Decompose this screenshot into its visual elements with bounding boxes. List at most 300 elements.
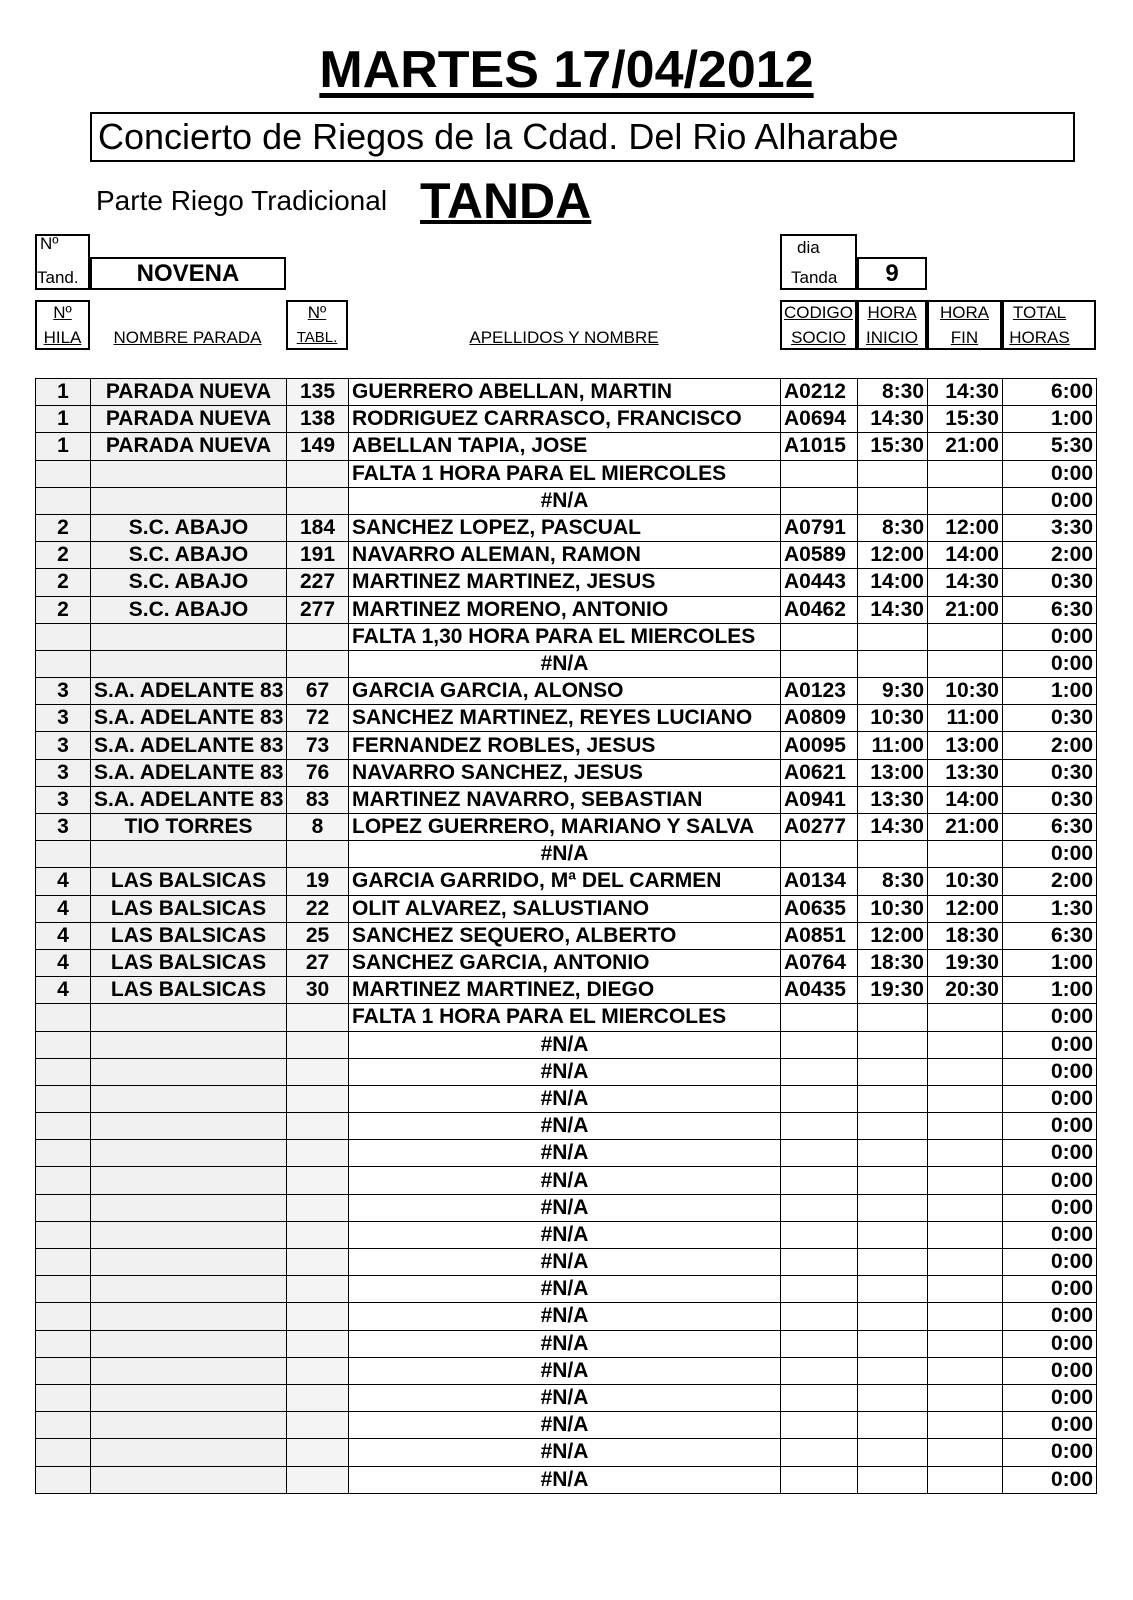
cell-parada [91, 1194, 287, 1221]
cell-parada [91, 1221, 287, 1248]
col-parada-header: NOMBRE PARADA [113, 328, 262, 347]
cell-nombre: GUERRERO ABELLAN, MARTIN [349, 379, 781, 406]
cell-hila: 2 [36, 569, 91, 596]
cell-tabl [287, 1085, 349, 1112]
cell-hila: 4 [36, 949, 91, 976]
cell-nombre: #N/A [349, 1303, 781, 1330]
cell-codigo [781, 1140, 858, 1167]
cell-fin: 12:00 [928, 895, 1003, 922]
tanda-heading: TANDA [420, 173, 592, 229]
cell-total: 1:30 [1003, 895, 1097, 922]
cell-inicio: 15:30 [858, 433, 928, 460]
cell-codigo: A0134 [781, 868, 858, 895]
table-row [36, 487, 1097, 514]
cell-parada [91, 1276, 287, 1303]
cell-nombre: FALTA 1,30 HORA PARA EL MIERCOLES [349, 623, 781, 650]
table-row [36, 623, 1097, 650]
cell-hila [36, 1031, 91, 1058]
cell-inicio: 14:30 [858, 596, 928, 623]
cell-nombre: FERNANDEZ ROBLES, JESUS [349, 732, 781, 759]
cell-nombre: SANCHEZ MARTINEZ, REYES LUCIANO [349, 705, 781, 732]
subtitle-box: Concierto de Riegos de la Cdad. Del Rio Alharabe [90, 112, 1075, 162]
cell-nombre: FALTA 1 HORA PARA EL MIERCOLES [349, 1004, 781, 1031]
cell-codigo [781, 1249, 858, 1276]
cell-hila: 2 [36, 514, 91, 541]
cell-codigo [781, 1412, 858, 1439]
cell-parada [91, 1357, 287, 1384]
cell-inicio [858, 1276, 928, 1303]
cell-codigo: A0851 [781, 922, 858, 949]
dia-value: 9 [857, 257, 927, 290]
cell-codigo [781, 1194, 858, 1221]
cell-fin [928, 1357, 1003, 1384]
cell-parada [91, 487, 287, 514]
cell-nombre: #N/A [349, 1276, 781, 1303]
cell-fin [928, 1004, 1003, 1031]
cell-tabl [287, 460, 349, 487]
cell-parada [91, 1412, 287, 1439]
cell-tabl: 73 [287, 732, 349, 759]
cell-parada [91, 1113, 287, 1140]
cell-nombre: MARTINEZ NAVARRO, SEBASTIAN [349, 786, 781, 813]
table-row [36, 650, 1097, 677]
table-row [36, 379, 1097, 406]
cell-tabl [287, 1439, 349, 1466]
cell-nombre: ABELLAN TAPIA, JOSE [349, 433, 781, 460]
cell-total: 0:00 [1003, 841, 1097, 868]
table-row [36, 1004, 1097, 1031]
cell-tabl [287, 1384, 349, 1411]
table-row [36, 1058, 1097, 1085]
cell-codigo [781, 1058, 858, 1085]
cell-fin: 13:30 [928, 759, 1003, 786]
cell-fin [928, 1412, 1003, 1439]
cell-total: 0:00 [1003, 1412, 1097, 1439]
cell-fin: 10:30 [928, 678, 1003, 705]
cell-parada: PARADA NUEVA [91, 379, 287, 406]
cell-total: 0:00 [1003, 1004, 1097, 1031]
cell-fin: 14:30 [928, 379, 1003, 406]
cell-parada [91, 1384, 287, 1411]
col-total-bottom: HORAS [1009, 328, 1070, 347]
cell-inicio [858, 1221, 928, 1248]
cell-fin: 14:30 [928, 569, 1003, 596]
cell-hila [36, 1167, 91, 1194]
cell-inicio: 10:30 [858, 895, 928, 922]
cell-tabl: 19 [287, 868, 349, 895]
table-row [36, 732, 1097, 759]
cell-tabl: 227 [287, 569, 349, 596]
cell-hila [36, 460, 91, 487]
cell-inicio [858, 1384, 928, 1411]
dia-label: dia [797, 238, 820, 257]
table-row [36, 1140, 1097, 1167]
cell-inicio [858, 841, 928, 868]
cell-fin [928, 1140, 1003, 1167]
table-row [36, 596, 1097, 623]
cell-total: 1:00 [1003, 949, 1097, 976]
cell-hila [36, 1330, 91, 1357]
cell-parada: PARADA NUEVA [91, 406, 287, 433]
cell-inicio [858, 487, 928, 514]
table-row [36, 922, 1097, 949]
tanda-name: NOVENA [90, 257, 286, 290]
cell-total: 6:30 [1003, 814, 1097, 841]
cell-nombre: MARTINEZ MARTINEZ, DIEGO [349, 977, 781, 1004]
cell-nombre: #N/A [349, 1085, 781, 1112]
cell-hila: 4 [36, 868, 91, 895]
table-row [36, 1113, 1097, 1140]
cell-hila [36, 1249, 91, 1276]
cell-hila: 4 [36, 895, 91, 922]
cell-fin [928, 1330, 1003, 1357]
table-row [36, 460, 1097, 487]
cell-parada [91, 1439, 287, 1466]
cell-tabl [287, 1357, 349, 1384]
col-fin-top: HORA [939, 303, 990, 322]
cell-tabl [287, 1140, 349, 1167]
cell-total: 0:00 [1003, 1439, 1097, 1466]
cell-nombre: OLIT ALVAREZ, SALUSTIANO [349, 895, 781, 922]
cell-fin [928, 1249, 1003, 1276]
cell-hila [36, 1221, 91, 1248]
cell-nombre: MARTINEZ MORENO, ANTONIO [349, 596, 781, 623]
cell-total: 6:00 [1003, 379, 1097, 406]
cell-parada: S.A. ADELANTE 83 [91, 786, 287, 813]
cell-total: 3:30 [1003, 514, 1097, 541]
cell-fin: 21:00 [928, 433, 1003, 460]
cell-hila: 3 [36, 678, 91, 705]
table-row [36, 514, 1097, 541]
cell-tabl: 184 [287, 514, 349, 541]
cell-hila [36, 650, 91, 677]
cell-hila: 1 [36, 406, 91, 433]
cell-hila [36, 1384, 91, 1411]
table-row [36, 678, 1097, 705]
cell-parada: LAS BALSICAS [91, 977, 287, 1004]
cell-nombre: #N/A [349, 487, 781, 514]
cell-hila [36, 1085, 91, 1112]
table-row [36, 759, 1097, 786]
cell-codigo [781, 1004, 858, 1031]
cell-inicio [858, 1439, 928, 1466]
cell-inicio: 9:30 [858, 678, 928, 705]
cell-hila: 2 [36, 596, 91, 623]
cell-nombre: #N/A [349, 1357, 781, 1384]
cell-tabl [287, 1303, 349, 1330]
cell-total: 2:00 [1003, 868, 1097, 895]
cell-tabl [287, 1058, 349, 1085]
table-body [36, 379, 1097, 1494]
cell-codigo [781, 1303, 858, 1330]
cell-tabl [287, 1167, 349, 1194]
cell-inicio: 8:30 [858, 379, 928, 406]
cell-fin [928, 1303, 1003, 1330]
cell-inicio [858, 1167, 928, 1194]
cell-hila [36, 1194, 91, 1221]
cell-total: 0:00 [1003, 1085, 1097, 1112]
cell-parada [91, 1466, 287, 1493]
cell-codigo: A0277 [781, 814, 858, 841]
cell-codigo [781, 1221, 858, 1248]
cell-parada [91, 650, 287, 677]
cell-nombre: #N/A [349, 841, 781, 868]
cell-fin: 21:00 [928, 596, 1003, 623]
cell-total: 0:00 [1003, 1249, 1097, 1276]
cell-hila [36, 1113, 91, 1140]
cell-parada [91, 623, 287, 650]
cell-fin: 10:30 [928, 868, 1003, 895]
cell-parada [91, 1004, 287, 1031]
cell-codigo: A1015 [781, 433, 858, 460]
cell-hila [36, 1004, 91, 1031]
cell-inicio: 13:00 [858, 759, 928, 786]
cell-total: 1:00 [1003, 406, 1097, 433]
cell-parada: S.A. ADELANTE 83 [91, 759, 287, 786]
cell-nombre: SANCHEZ SEQUERO, ALBERTO [349, 922, 781, 949]
cell-parada [91, 1330, 287, 1357]
cell-codigo [781, 1439, 858, 1466]
cell-total: 0:00 [1003, 1140, 1097, 1167]
cell-parada: LAS BALSICAS [91, 868, 287, 895]
cell-parada: LAS BALSICAS [91, 922, 287, 949]
table-row [36, 569, 1097, 596]
table-row [36, 1249, 1097, 1276]
dia-tanda-label: Tanda [791, 268, 838, 287]
table-row [36, 1384, 1097, 1411]
cell-inicio [858, 1004, 928, 1031]
cell-total: 0:00 [1003, 650, 1097, 677]
cell-total: 0:00 [1003, 1330, 1097, 1357]
cell-fin [928, 1466, 1003, 1493]
cell-inicio: 8:30 [858, 514, 928, 541]
cell-fin: 18:30 [928, 922, 1003, 949]
n-tand-label-top: Nº [40, 234, 59, 253]
table-row [36, 1221, 1097, 1248]
cell-inicio [858, 1466, 928, 1493]
cell-inicio [858, 1357, 928, 1384]
cell-inicio [858, 1140, 928, 1167]
cell-nombre: SANCHEZ GARCIA, ANTONIO [349, 949, 781, 976]
cell-codigo [781, 1330, 858, 1357]
cell-hila: 1 [36, 379, 91, 406]
cell-fin [928, 841, 1003, 868]
page-title [0, 40, 1133, 100]
cell-hila [36, 1466, 91, 1493]
cell-total: 0:00 [1003, 460, 1097, 487]
cell-hila: 3 [36, 814, 91, 841]
cell-tabl: 8 [287, 814, 349, 841]
cell-codigo [781, 623, 858, 650]
riego-table [35, 378, 1097, 1494]
cell-fin: 15:30 [928, 406, 1003, 433]
cell-nombre: NAVARRO SANCHEZ, JESUS [349, 759, 781, 786]
cell-total: 0:00 [1003, 1058, 1097, 1085]
cell-parada: LAS BALSICAS [91, 949, 287, 976]
cell-tabl [287, 623, 349, 650]
cell-total: 0:00 [1003, 1221, 1097, 1248]
cell-fin: 21:00 [928, 814, 1003, 841]
cell-inicio [858, 650, 928, 677]
parte-label: Parte Riego Tradicional [96, 185, 388, 216]
table-row [36, 895, 1097, 922]
cell-total: 0:00 [1003, 1466, 1097, 1493]
cell-fin [928, 1031, 1003, 1058]
cell-fin [928, 650, 1003, 677]
cell-hila [36, 1276, 91, 1303]
table-row [36, 868, 1097, 895]
cell-nombre: #N/A [349, 1384, 781, 1411]
cell-inicio [858, 1085, 928, 1112]
col-hila-bottom: HILA [43, 328, 82, 347]
cell-codigo: A0589 [781, 542, 858, 569]
cell-nombre: NAVARRO ALEMAN, RAMON [349, 542, 781, 569]
cell-hila [36, 623, 91, 650]
cell-hila [36, 487, 91, 514]
cell-tabl [287, 1113, 349, 1140]
title-text: MARTES 17/04/2012 [319, 41, 814, 99]
cell-tabl: 67 [287, 678, 349, 705]
cell-parada: S.C. ABAJO [91, 514, 287, 541]
cell-fin: 14:00 [928, 542, 1003, 569]
cell-tabl [287, 1031, 349, 1058]
cell-tabl [287, 1004, 349, 1031]
cell-inicio: 12:00 [858, 542, 928, 569]
col-codigo-top: CODIGO [784, 303, 853, 322]
cell-total: 1:00 [1003, 977, 1097, 1004]
cell-fin [928, 1058, 1003, 1085]
cell-fin [928, 1167, 1003, 1194]
cell-tabl [287, 650, 349, 677]
cell-fin [928, 460, 1003, 487]
cell-parada: LAS BALSICAS [91, 895, 287, 922]
cell-total: 0:00 [1003, 1276, 1097, 1303]
cell-parada [91, 1140, 287, 1167]
table-row [36, 1167, 1097, 1194]
cell-tabl [287, 487, 349, 514]
cell-tabl: 25 [287, 922, 349, 949]
cell-codigo: A0462 [781, 596, 858, 623]
cell-nombre: GARCIA GARCIA, ALONSO [349, 678, 781, 705]
cell-inicio: 11:00 [858, 732, 928, 759]
cell-parada [91, 841, 287, 868]
table-row [36, 1031, 1097, 1058]
cell-codigo: A0941 [781, 786, 858, 813]
cell-tabl: 138 [287, 406, 349, 433]
cell-nombre: #N/A [349, 1031, 781, 1058]
cell-parada [91, 460, 287, 487]
cell-tabl [287, 1466, 349, 1493]
col-inicio-bottom: INICIO [866, 328, 918, 347]
cell-fin: 13:00 [928, 732, 1003, 759]
cell-tabl: 135 [287, 379, 349, 406]
cell-parada [91, 1249, 287, 1276]
cell-nombre: GARCIA GARRIDO, Mª DEL CARMEN [349, 868, 781, 895]
col-total-top: TOTAL [1012, 303, 1067, 322]
cell-nombre: #N/A [349, 1466, 781, 1493]
table-row [36, 433, 1097, 460]
cell-fin [928, 1439, 1003, 1466]
cell-tabl: 149 [287, 433, 349, 460]
table-row [36, 1412, 1097, 1439]
cell-parada: S.A. ADELANTE 83 [91, 678, 287, 705]
table-row [36, 1466, 1097, 1493]
cell-inicio: 8:30 [858, 868, 928, 895]
cell-hila [36, 1412, 91, 1439]
cell-total: 0:00 [1003, 1113, 1097, 1140]
cell-inicio [858, 1113, 928, 1140]
cell-codigo: A0694 [781, 406, 858, 433]
cell-codigo [781, 460, 858, 487]
cell-fin: 12:00 [928, 514, 1003, 541]
table-row [36, 542, 1097, 569]
cell-codigo [781, 1085, 858, 1112]
cell-fin [928, 1194, 1003, 1221]
cell-nombre: MARTINEZ MARTINEZ, JESUS [349, 569, 781, 596]
cell-parada: S.A. ADELANTE 83 [91, 705, 287, 732]
cell-hila: 3 [36, 786, 91, 813]
cell-codigo: A0123 [781, 678, 858, 705]
cell-total: 2:00 [1003, 732, 1097, 759]
cell-inicio: 10:30 [858, 705, 928, 732]
cell-codigo [781, 841, 858, 868]
cell-tabl [287, 1412, 349, 1439]
cell-nombre: #N/A [349, 1439, 781, 1466]
cell-tabl: 30 [287, 977, 349, 1004]
cell-nombre: #N/A [349, 1194, 781, 1221]
cell-nombre: #N/A [349, 1167, 781, 1194]
cell-inicio: 12:00 [858, 922, 928, 949]
table-row [36, 705, 1097, 732]
cell-nombre: #N/A [349, 1113, 781, 1140]
n-tand-label-bottom: Tand. [37, 268, 79, 287]
cell-nombre: #N/A [349, 1249, 781, 1276]
col-inicio-top: HORA [867, 303, 917, 322]
table-row [36, 1194, 1097, 1221]
col-codigo-bottom: SOCIO [791, 328, 846, 347]
cell-tabl [287, 1221, 349, 1248]
cell-inicio: 14:30 [858, 814, 928, 841]
cell-total: 6:30 [1003, 922, 1097, 949]
cell-nombre: FALTA 1 HORA PARA EL MIERCOLES [349, 460, 781, 487]
cell-hila: 3 [36, 705, 91, 732]
cell-tabl: 72 [287, 705, 349, 732]
cell-inicio: 13:30 [858, 786, 928, 813]
cell-parada: S.C. ABAJO [91, 596, 287, 623]
cell-codigo: A0809 [781, 705, 858, 732]
col-nombre-header: APELLIDOS Y NOMBRE [469, 328, 659, 347]
cell-codigo [781, 1031, 858, 1058]
table-row [36, 841, 1097, 868]
cell-inicio [858, 1031, 928, 1058]
cell-nombre: RODRIGUEZ CARRASCO, FRANCISCO [349, 406, 781, 433]
table-row [36, 1330, 1097, 1357]
table-row [36, 814, 1097, 841]
cell-fin [928, 1085, 1003, 1112]
cell-inicio: 18:30 [858, 949, 928, 976]
cell-fin: 11:00 [928, 705, 1003, 732]
cell-total: 0:00 [1003, 1303, 1097, 1330]
cell-codigo [781, 650, 858, 677]
cell-hila [36, 1140, 91, 1167]
cell-hila [36, 1303, 91, 1330]
col-tabl-bottom: TABL. [296, 329, 338, 346]
cell-nombre: #N/A [349, 1221, 781, 1248]
cell-parada: TIO TORRES [91, 814, 287, 841]
cell-total: 0:30 [1003, 759, 1097, 786]
cell-inicio [858, 623, 928, 650]
cell-parada [91, 1058, 287, 1085]
